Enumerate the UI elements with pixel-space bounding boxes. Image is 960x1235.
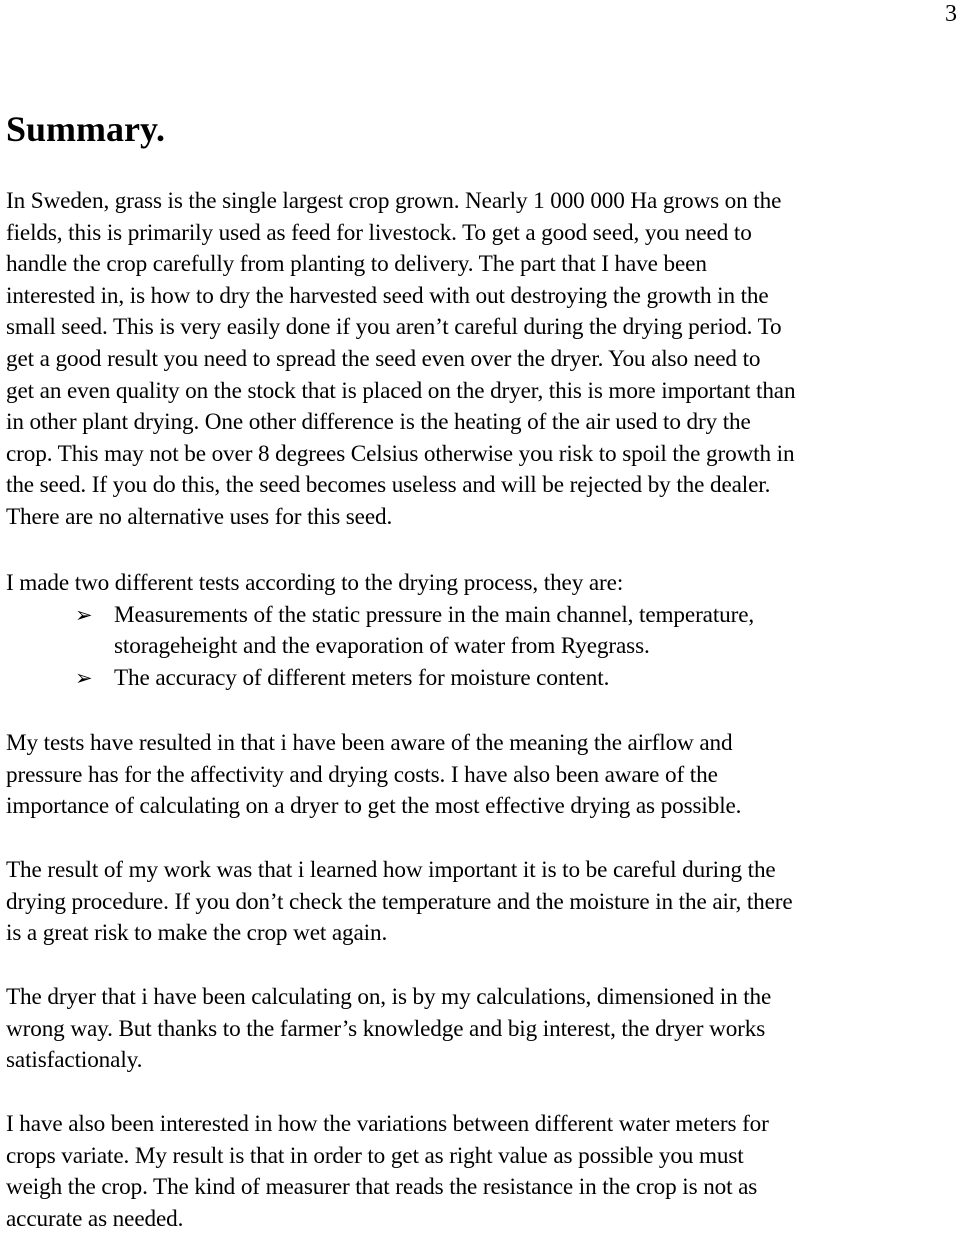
bullet-list: [6, 600, 960, 695]
paragraph-line: pressure has for the affectivity and drying costs. I have also been aware of the: [6, 761, 718, 788]
paragraph-line: The dryer that i have been calculating on, is by my calculations, dimensioned in the: [6, 984, 772, 1010]
summary-heading: Summary.: [6, 109, 166, 149]
paragraph-line: I have also been interested in how the variations between different water meters for: [6, 1111, 769, 1137]
paragraph-line: importance of calculating on a dryer to get the most effective drying as possible.: [6, 793, 742, 820]
paragraph-line: get an even quality on the stock that is placed on the dryer, this is more important than: [6, 377, 796, 404]
paragraph-tests: [6, 568, 960, 694]
paragraph-line: get a good result you need to spread the seed even over the dryer. You also need to: [6, 345, 761, 372]
paragraph-line: My tests have resulted in that i have been aware of the meaning the airflow and: [6, 730, 733, 756]
bullet-line: The accuracy of different meters for moisture content.: [114, 664, 610, 691]
paragraph-line: There are no alternative uses for this seed.: [6, 503, 393, 530]
paragraph-line: crops variate. My result is that in order to get as right value as possible you must: [6, 1142, 744, 1169]
bullet-line: storageheight and the evaporation of water from Ryegrass.: [114, 633, 650, 660]
paragraph-line: I made two different tests according to the drying process, they are:: [6, 570, 624, 596]
paragraph-line: accurate as needed.: [6, 1205, 184, 1232]
paragraph-line: satisfactionaly.: [6, 1047, 143, 1074]
paragraph-learned: [6, 855, 960, 950]
paragraph-line: drying procedure. If you don’t check the temperature and the moisture in the air, there: [6, 888, 793, 915]
paragraph-results: [6, 728, 960, 823]
paragraph-line: The result of my work was that i learned how important it is to be careful during the: [6, 857, 776, 883]
arrow-bullet-icon: ➢: [75, 602, 93, 627]
paragraph-intro: [6, 186, 960, 534]
paragraph-line: fields, this is primarily used as feed for livestock. To get a good seed, you need to: [6, 219, 752, 246]
paragraph-dryer: [6, 982, 960, 1077]
bullet-item: [6, 663, 960, 695]
bullet-item: [6, 600, 960, 663]
paragraph-line: weigh the crop. The kind of measurer that reads the resistance in the crop is not as: [6, 1174, 758, 1201]
bullet-line: Measurements of the static pressure in the main channel, temperature,: [114, 601, 755, 628]
paragraph-line: wrong way. But thanks to the farmer’s knowledge and big interest, the dryer works: [6, 1015, 766, 1042]
paragraph-line: interested in, is how to dry the harvested seed with out destroying the growth in the: [6, 282, 769, 309]
paragraph-line: in other plant drying. One other difference is the heating of the air used to dry the: [6, 409, 751, 436]
paragraph-line: the seed. If you do this, the seed becomes useless and will be rejected by the dealer.: [6, 472, 771, 499]
paragraph-line: is a great risk to make the crop wet again.: [6, 920, 388, 947]
paragraph-line: crop. This may not be over 8 degrees Celsius otherwise you risk to spoil the growth in: [6, 440, 795, 467]
paragraph-meters: [6, 1109, 960, 1235]
arrow-bullet-icon: ➢: [75, 665, 93, 690]
paragraph-line: In Sweden, grass is the single largest crop grown. Nearly 1 000 000 Ha grows on the: [6, 188, 782, 214]
paragraph-line: handle the crop carefully from planting to delivery. The part that I have been: [6, 251, 707, 278]
paragraph-line: small seed. This is very easily done if you aren’t careful during the drying period. To: [6, 314, 782, 341]
page-number: 3: [945, 1, 957, 27]
